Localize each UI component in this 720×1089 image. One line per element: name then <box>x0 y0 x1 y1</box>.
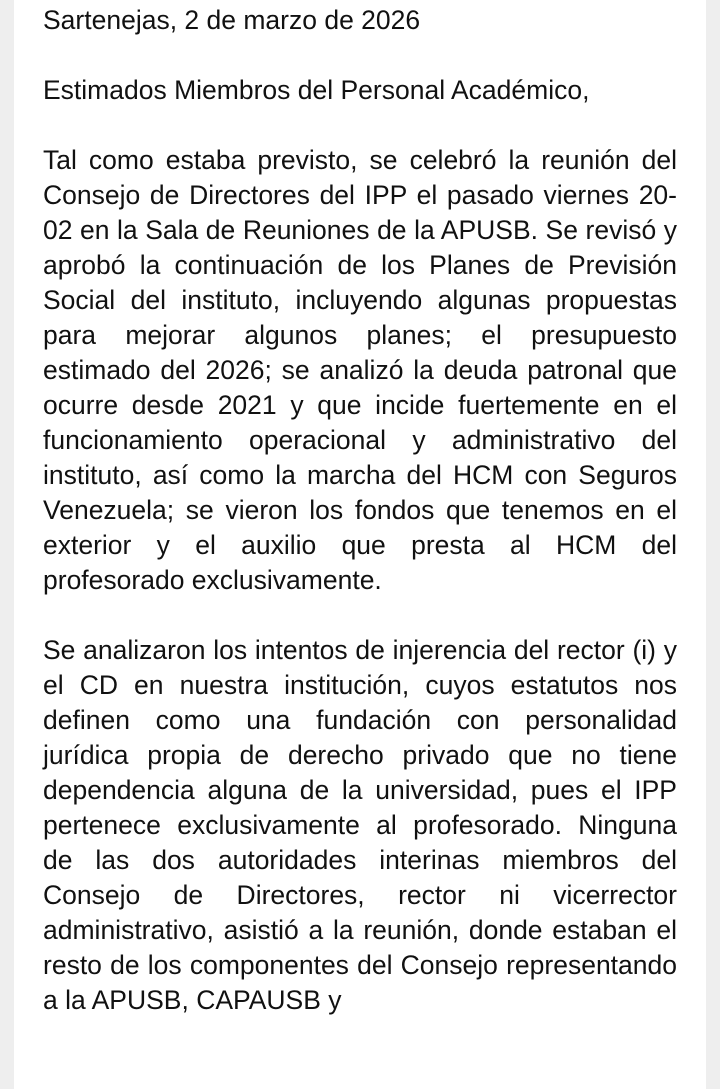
letter-salutation: Estimados Miembros del Personal Académico, <box>43 75 590 105</box>
document-page <box>14 0 706 1089</box>
paragraph-ipp-meeting: Tal como estaba previsto, se celebró la reunión del Consejo de Directores del IPP el pasado viernes 20-02 en la Sala de Reuniones de la APUSB. Se revisó y aprobó la continuación de los Planes de Previsión Social del instituto, incluyendo algunas propuestas para mejorar algunos planes; el presupuesto estimado del 2026; se analizó la deuda patronal que ocurre desde 2021 y que incide fuertemente en el funcionamiento operacional y administrativo del instituto, así como la marcha del HCM con Seguros Venezuela; se vieron los fondos que tenemos en el exterior y el auxilio que presta al HCM del profesorado exclusivamente. <box>43 145 677 595</box>
paragraph-interference: Se analizaron los intentos de injerencia del rector (i) y el CD en nuestra institución, cuyos estatutos nos definen como una fundación con personalidad jurídica propia de derecho privado que no tiene dependencia alguna de la universidad, pues el IPP pertenece exclusivamente al profesorado. Ninguna de las dos autoridades interinas miembros del Consejo de Directores, rector ni vicerrector administrativo, asistió a la reunión, donde estaban el resto de los componentes del Consejo representando a la APUSB, CAPAUSB y <box>43 635 677 1015</box>
letter-body <box>43 3 677 1018</box>
letter-date: Sartenejas, 2 de marzo de 2026 <box>43 5 421 35</box>
